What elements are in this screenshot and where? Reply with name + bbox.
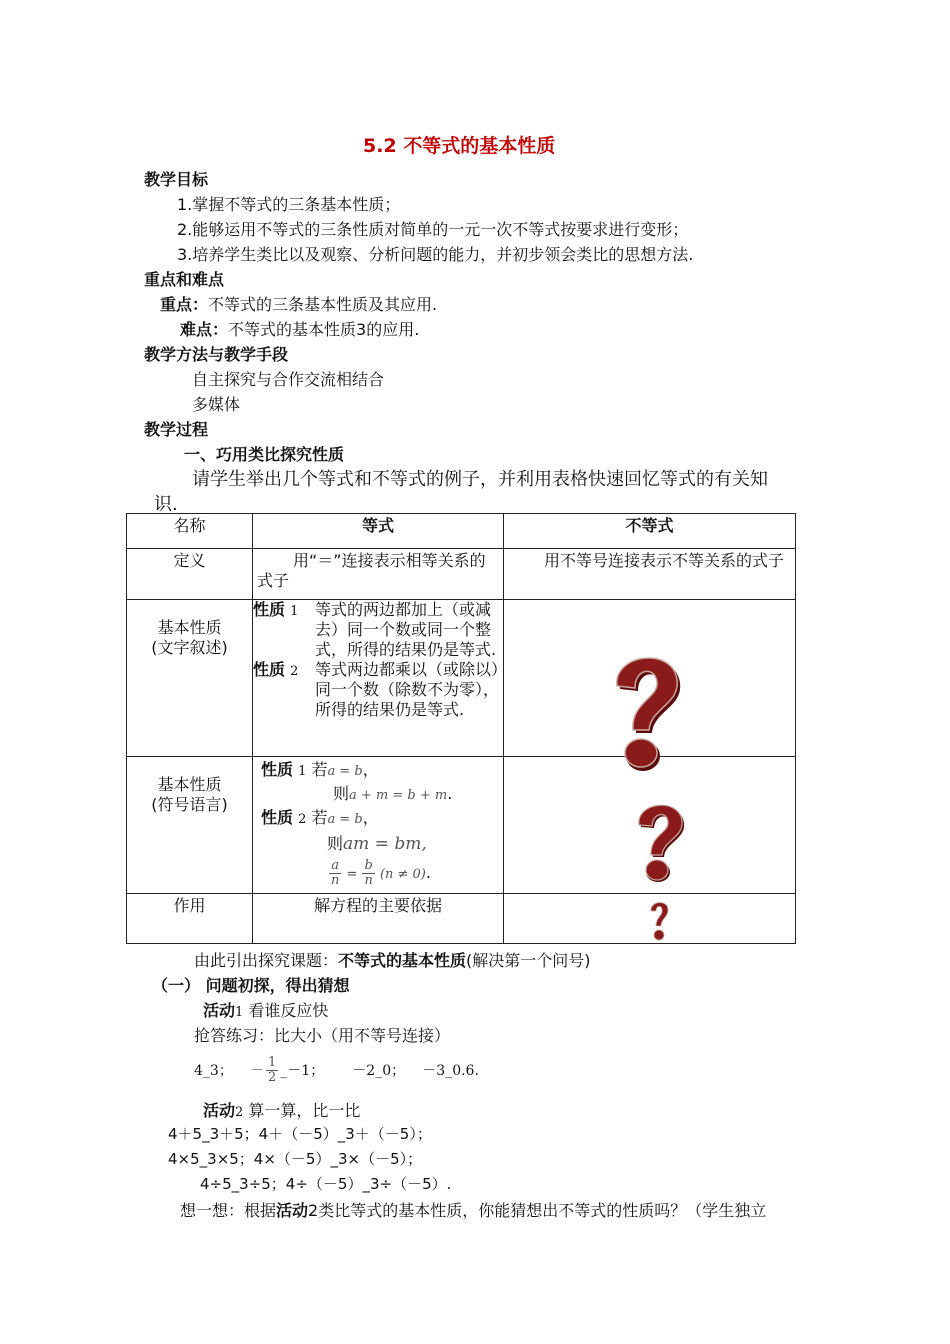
property-description: 等式的两边都加上（或减去）同一个数或同一个整式，所得的结果仍是等式. bbox=[315, 600, 497, 659]
condition: (n ≠ 0) bbox=[379, 867, 426, 882]
think-suffix: 2类比等式的基本性质，你能猜想出不等式的性质吗？（学生独立 bbox=[308, 1201, 767, 1220]
goal-item: 3.培养学生类比以及观察、分析问题的能力，并初步领会类比的思想方法. bbox=[177, 245, 694, 264]
method-item: 自主探究与合作交流相结合 bbox=[192, 370, 385, 389]
intro-text-cont: 识. bbox=[154, 494, 178, 515]
property-description: 等式两边都乘以（或除以）同一个数（除数不为零），所得的结果仍是等式. bbox=[315, 660, 500, 719]
difficulty-label: 难点： bbox=[180, 320, 229, 339]
row-label bbox=[127, 757, 253, 894]
keypoints-heading: 重点和难点 bbox=[144, 270, 225, 289]
part-heading: （一） 问题初探，得出猜想 bbox=[152, 976, 350, 995]
exercise: _－1； bbox=[280, 1063, 325, 1079]
property-1-text bbox=[253, 600, 501, 660]
fraction-denominator: n bbox=[364, 873, 373, 888]
property-number: 1 bbox=[298, 764, 307, 779]
focus-line bbox=[160, 292, 437, 315]
property-2-symbol: 性质 2 若a = b， bbox=[261, 808, 379, 827]
equation-symbol-properties bbox=[253, 757, 504, 894]
table-row-symbol-properties bbox=[127, 757, 796, 894]
if-word: 若 bbox=[311, 808, 328, 827]
inequality-definition: 用不等号连接表示不等关系的式子 bbox=[504, 549, 796, 600]
comparison-exercises: 4_3； － $\frac{1}{2}$ _－1； －2_0； －3_0.6. bbox=[194, 1054, 479, 1085]
activity-title: 算一算，比一比 bbox=[248, 1101, 361, 1120]
topic-line bbox=[194, 948, 591, 971]
intro-text: 请学生举出几个等式和不等式的例子，并利用表格快速回忆等式的有关知 bbox=[192, 469, 768, 490]
activity-number: 2 bbox=[235, 1105, 244, 1120]
fraction-numerator: a bbox=[329, 859, 341, 874]
property-label: 性质 bbox=[253, 600, 286, 619]
question-mark-icon bbox=[603, 646, 685, 776]
calc-line: 4÷5_3÷5；4÷（－5）_3÷（－5）. bbox=[200, 1175, 452, 1193]
quiz-instruction: 抢答练习：比大小（用不等号连接） bbox=[194, 1026, 451, 1045]
header-equation: 等式 bbox=[253, 514, 504, 549]
property-label: 性质 bbox=[261, 808, 294, 827]
goal-item: 1.掌握不等式的三条基本性质； bbox=[177, 195, 401, 214]
row-label bbox=[127, 600, 253, 757]
then-word: 则 bbox=[333, 784, 350, 803]
property-2-fraction: $\frac{a}{n}$ = $\frac{b}{n}$ (n ≠ 0). bbox=[331, 858, 431, 888]
fraction-denominator: n bbox=[331, 873, 340, 888]
table-row-text-properties bbox=[127, 600, 796, 757]
think-bold: 活动 bbox=[276, 1201, 309, 1220]
if-word: 若 bbox=[311, 760, 328, 779]
fraction-numerator: b bbox=[362, 859, 374, 874]
activity-title: 看谁反应快 bbox=[248, 1001, 329, 1020]
fraction bbox=[266, 1056, 278, 1085]
comparison-table bbox=[126, 513, 796, 944]
table-header-row bbox=[127, 514, 796, 549]
fraction-numerator: 1 bbox=[268, 1054, 277, 1070]
methods-heading: 教学方法与教学手段 bbox=[144, 345, 289, 364]
difficulty-text: 不等式的基本性质3的应用. bbox=[228, 320, 420, 339]
topic-suffix: (解决第一个问号) bbox=[466, 951, 591, 970]
equation-definition: 用“＝”连接表示相等关系的式子 bbox=[253, 549, 504, 600]
fraction bbox=[362, 859, 374, 888]
row-label: 作用 bbox=[127, 894, 253, 944]
property-2-result bbox=[261, 833, 499, 855]
exercise: －2_0； bbox=[352, 1063, 406, 1079]
fraction-denominator: 2 bbox=[268, 1069, 277, 1085]
row-label-line: 基本性质 bbox=[157, 618, 222, 637]
property-label: 性质 bbox=[261, 760, 294, 779]
focus-label: 重点： bbox=[160, 295, 209, 314]
row-label: 定义 bbox=[127, 549, 253, 600]
goals-heading: 教学目标 bbox=[144, 170, 209, 189]
then-word: 则 bbox=[327, 834, 344, 853]
section-heading: 一、巧用类比探究性质 bbox=[184, 445, 345, 464]
table-row-definition bbox=[127, 549, 796, 600]
table-row-use bbox=[127, 894, 796, 944]
header-name: 名称 bbox=[127, 514, 253, 549]
activity-1-title bbox=[203, 998, 328, 1021]
result: am = bm, bbox=[343, 834, 427, 854]
calc-line: 4＋5_3＋5；4＋（－5）_3＋（－5）； bbox=[168, 1125, 432, 1143]
property-number: 2 bbox=[290, 664, 299, 679]
calc-line: 4×5_3×5；4×（－5）_3×（－5）； bbox=[168, 1150, 423, 1168]
row-label-line: (文字叙述) bbox=[151, 638, 228, 657]
condition: a = b bbox=[327, 812, 363, 827]
difficulty-line bbox=[180, 317, 419, 340]
process-heading: 教学过程 bbox=[144, 420, 209, 439]
activity-2-title bbox=[203, 1098, 360, 1121]
property-1-symbol: 性质 1 若a = b， bbox=[261, 760, 379, 779]
property-2-text bbox=[253, 660, 501, 720]
row-label-line: (符号语言) bbox=[151, 795, 228, 814]
focus-text: 不等式的三条基本性质及其应用. bbox=[208, 295, 438, 314]
fraction bbox=[329, 859, 341, 888]
topic-prefix: 由此引出探究课题： bbox=[194, 951, 339, 970]
property-1-result: 则a + m = b + m. bbox=[333, 784, 453, 803]
exercise: 4_3； bbox=[194, 1063, 233, 1079]
equation-text-properties bbox=[253, 600, 504, 757]
think-line bbox=[180, 1198, 766, 1221]
page-title: 5.2 不等式的基本性质 bbox=[363, 135, 556, 157]
row-label-line: 基本性质 bbox=[157, 775, 222, 794]
question-mark-icon bbox=[648, 899, 670, 943]
activity-label: 活动 bbox=[203, 1101, 236, 1120]
method-item: 多媒体 bbox=[192, 395, 241, 414]
goal-item: 2.能够运用不等式的三条性质对简单的一元一次不等式按要求进行变形； bbox=[177, 220, 689, 239]
result: a + m = b + m bbox=[349, 788, 448, 803]
question-mark-icon bbox=[629, 797, 687, 885]
property-number: 1 bbox=[290, 604, 299, 619]
property-label: 性质 bbox=[253, 660, 286, 679]
header-inequality: 不等式 bbox=[504, 514, 796, 549]
topic-bold: 不等式的基本性质 bbox=[338, 951, 467, 970]
activity-number: 1 bbox=[235, 1005, 244, 1020]
property-number: 2 bbox=[298, 812, 307, 827]
think-prefix: 想一想：根据 bbox=[180, 1201, 277, 1220]
activity-label: 活动 bbox=[203, 1001, 236, 1020]
exercise: －3_0.6. bbox=[422, 1063, 479, 1079]
condition: a = b bbox=[327, 764, 363, 779]
equation-use: 解方程的主要依据 bbox=[253, 894, 504, 944]
